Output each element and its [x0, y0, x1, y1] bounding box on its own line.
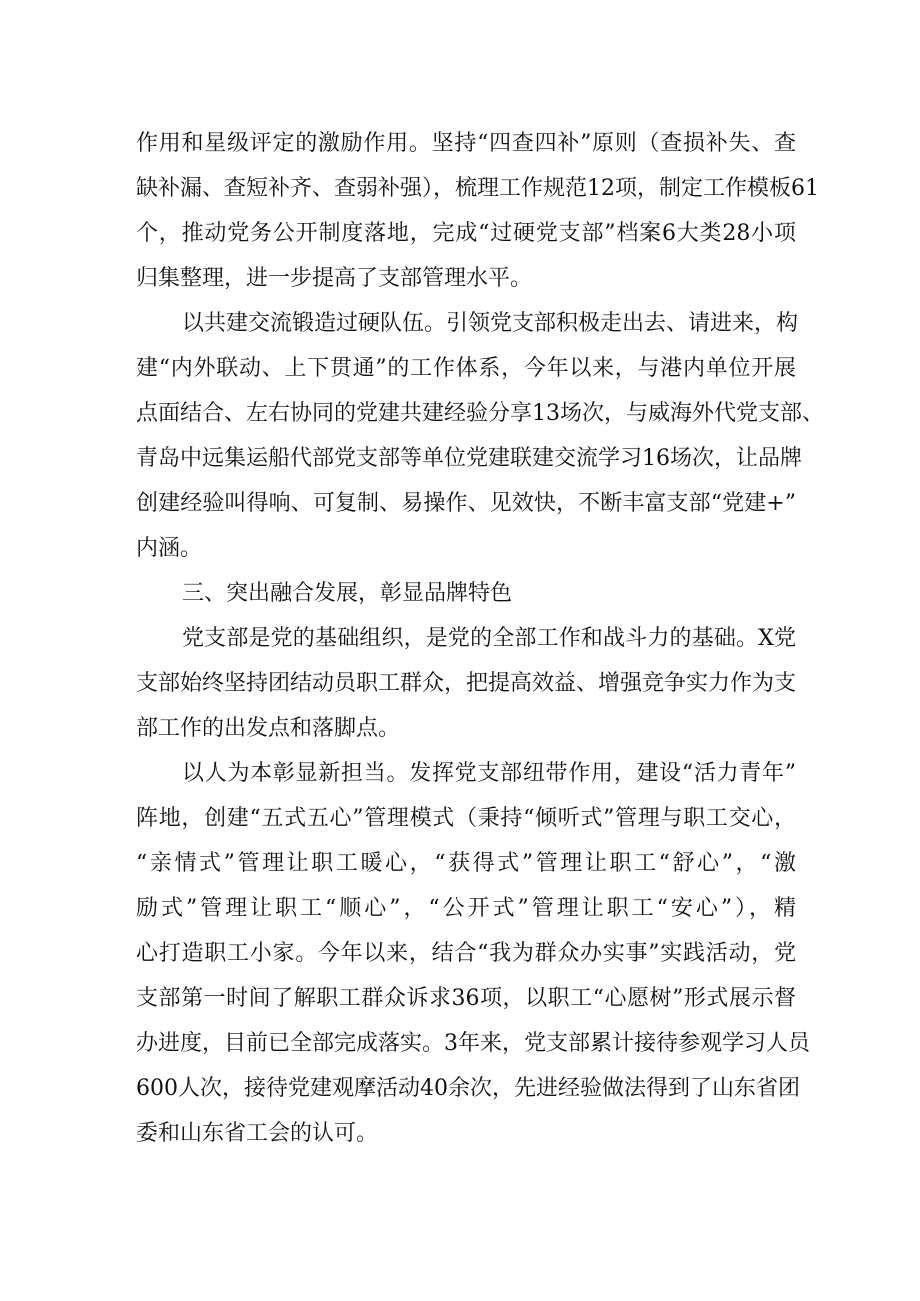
text-line: “亲情式”管理让职工暖心，“获得式”管理让职工“舒心”，“激 [136, 851, 796, 876]
section-heading: 三、突出融合发展，彰显品牌特色 [182, 581, 513, 606]
text-line: 心打造职工小家。今年以来，结合“我为群众办实事”实践活动，党 [136, 941, 796, 966]
text-line: 委和山东省工会的认可。 [136, 1121, 379, 1146]
text-line: 归集整理，进一步提高了支部管理水平。 [136, 266, 533, 291]
text-line: 缺补漏、查短补齐、查弱补强），梳理工作规范12项，制定工作模板61 [136, 176, 819, 201]
text-line: 点面结合、左右协同的党建共建经验分享13场次，与威海外代党支部、 [136, 401, 824, 426]
text-line: 个，推动党务公开制度落地，完成“过硬党支部”档案6大类28小项 [136, 221, 796, 246]
text-line: 支部第一时间了解职工群众诉求36项，以职工“心愿树”形式展示督 [136, 986, 796, 1011]
text-line: 作用和星级评定的激励作用。坚持“四查四补”原则（查损补失、查 [136, 131, 796, 156]
text-line: 党支部是党的基础组织，是党的全部工作和战斗力的基础。X党 [182, 626, 796, 651]
text-line: 创建经验叫得响、可复制、易操作、见效快，不断丰富支部“党建+” [136, 491, 796, 516]
text-line: 以共建交流锻造过硬队伍。引领党支部积极走出去、请进来，构 [182, 311, 799, 336]
text-line: 内涵。 [136, 536, 203, 561]
text-line: 阵地，创建“五式五心”管理模式（秉持“倾听式”管理与职工交心， [136, 806, 796, 831]
text-line: 部工作的出发点和落脚点。 [136, 716, 401, 741]
text-line: 支部始终坚持团结动员职工群众，把提高效益、增强竞争实力作为支 [136, 671, 797, 696]
text-line: 励式”管理让职工“顺心”，“公开式”管理让职工“安心”），精 [136, 896, 796, 921]
text-line: 600人次，接待党建观摩活动40余次，先进经验做法得到了山东省团 [136, 1076, 800, 1101]
text-line: 建“内外联动、上下贯通”的工作体系，今年以来，与港内单位开展 [136, 356, 796, 381]
text-line: 青岛中远集运船代部党支部等单位党建联建交流学习16场次，让品牌 [136, 446, 802, 471]
text-line: 以人为本彰显新担当。发挥党支部纽带作用，建设“活力青年” [182, 761, 796, 786]
text-line: 办进度，目前已全部完成落实。3年来，党支部累计接待参观学习人员 [136, 1031, 810, 1056]
